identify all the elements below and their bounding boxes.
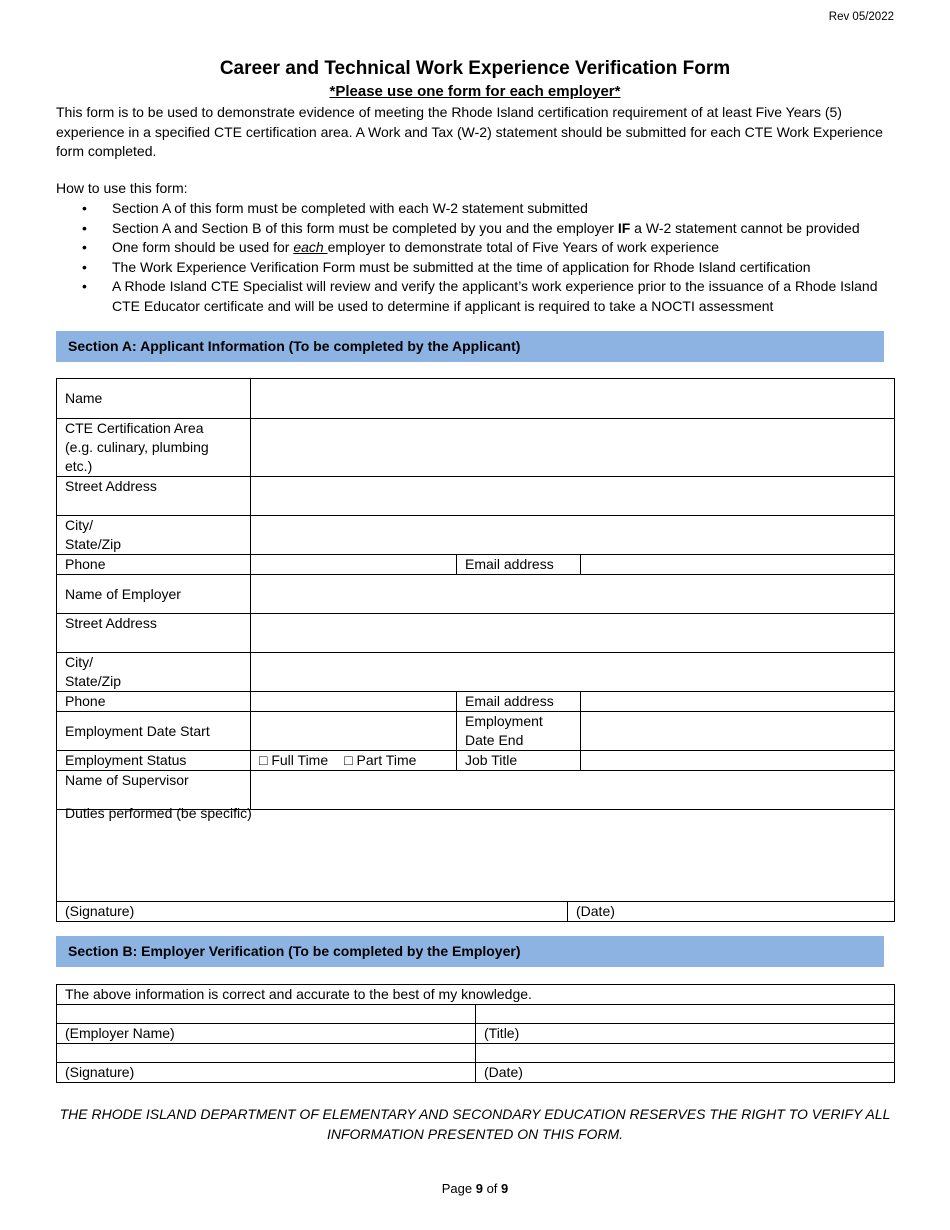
employer-phone-label: Phone (57, 692, 251, 712)
employer-date-entry[interactable] (476, 1044, 895, 1063)
employment-status-options (251, 751, 457, 771)
employer-city-state-zip-label: City/ State/Zip (57, 653, 251, 692)
job-title-field[interactable] (581, 751, 895, 771)
employer-name-field[interactable] (251, 575, 895, 614)
duties-signature-table (56, 804, 895, 922)
page-subtitle: *Please use one form for each employer* (329, 83, 621, 100)
employer-city-state-zip-field[interactable] (251, 653, 895, 692)
employer-email-field[interactable] (581, 692, 895, 712)
how-to-heading: How to use this form: (56, 180, 188, 196)
instructions-list (56, 199, 898, 316)
employer-title-caption: (Title) (476, 1024, 895, 1044)
employment-date-end-field[interactable] (581, 712, 895, 751)
name-label: Name (57, 379, 251, 419)
employer-phone-field[interactable] (251, 692, 457, 712)
email-field[interactable] (581, 555, 895, 575)
city-state-zip-field[interactable] (251, 516, 895, 555)
employer-verification-table (56, 984, 895, 1083)
phone-label: Phone (57, 555, 251, 575)
intro-paragraph: This form is to be used to demonstrate evidence of meeting the Rhode Island certification requirement of at least Five Years (5) experience in a specified CTE certification area. A Work and Tax (W-2) statement should be submitted for each CTE Work Experience form completed. (56, 104, 883, 159)
applicant-signature-field[interactable]: (Signature) (57, 901, 568, 921)
part-time-checkbox[interactable]: □ Part Time (344, 752, 417, 768)
full-time-checkbox[interactable]: □ Full Time (259, 752, 329, 768)
employer-name-label: Name of Employer (57, 575, 251, 614)
employer-name-caption: (Employer Name) (57, 1024, 476, 1044)
employer-title-entry[interactable] (476, 1005, 895, 1024)
employer-email-label: Email address (457, 692, 581, 712)
cte-area-label: CTE Certification Area (e.g. culinary, plumbing etc.) (57, 419, 251, 477)
employer-signature-entry[interactable] (57, 1044, 476, 1063)
verification-disclaimer: THE RHODE ISLAND DEPARTMENT OF ELEMENTARY AND SECONDARY EDUCATION RESERVES THE RIGHT TO VERIFY ALL INFORMATION PRESENTED ON THIS FORM. (59, 1106, 891, 1142)
job-title-label: Job Title (457, 751, 581, 771)
list-item: • A Rhode Island CTE Specialist will review and verify the applicant’s work experience prior to the issuance of a Rhode Island CTE Educator certificate and will be used to determine if applicant is required to take a NOCTI assessment (56, 277, 898, 316)
section-b-heading: Section B: Employer Verification (To be completed by the Employer) (56, 936, 884, 967)
revision-label: Rev 05/2022 (828, 11, 894, 23)
page-number: Page 9 of 9 (441, 1181, 509, 1196)
supervisor-label: Name of Supervisor (57, 771, 251, 810)
section-a-heading: Section A: Applicant Information (To be completed by the Applicant) (56, 331, 884, 362)
email-label: Email address (457, 555, 581, 575)
name-field[interactable] (251, 379, 895, 419)
cte-area-field[interactable] (251, 419, 895, 477)
list-item: • The Work Experience Verification Form must be submitted at the time of application for Rhode Island certification (56, 258, 898, 278)
employment-date-start-field[interactable] (251, 712, 457, 751)
page-title: Career and Technical Work Experience Verification Form (219, 58, 731, 79)
street-label: Street Address (57, 477, 251, 516)
street-field[interactable] (251, 477, 895, 516)
employer-signature-caption: (Signature) (57, 1063, 476, 1083)
employer-name-entry[interactable] (57, 1005, 476, 1024)
applicant-info-table (56, 378, 895, 810)
employment-date-start-label: Employment Date Start (57, 712, 251, 751)
applicant-date-field[interactable]: (Date) (568, 901, 895, 921)
phone-field[interactable] (251, 555, 457, 575)
list-item: • Section A of this form must be completed with each W-2 statement submitted (56, 199, 898, 219)
employment-date-end-label: Employment Date End (457, 712, 581, 751)
list-item: • Section A and Section B of this form must be completed by you and the employer IF a W-2 statement cannot be provided (56, 219, 898, 239)
list-item: • One form should be used for each employer to demonstrate total of Five Years of work experience (56, 238, 898, 258)
verification-statement: The above information is correct and accurate to the best of my knowledge. (57, 985, 895, 1005)
employer-date-caption: (Date) (476, 1063, 895, 1083)
employer-street-field[interactable] (251, 614, 895, 653)
city-state-zip-label: City/ State/Zip (57, 516, 251, 555)
duties-field[interactable] (57, 804, 895, 901)
employer-street-label: Street Address (57, 614, 251, 653)
employment-status-label: Employment Status (57, 751, 251, 771)
duties-label: Duties performed (be specific) (65, 805, 252, 821)
